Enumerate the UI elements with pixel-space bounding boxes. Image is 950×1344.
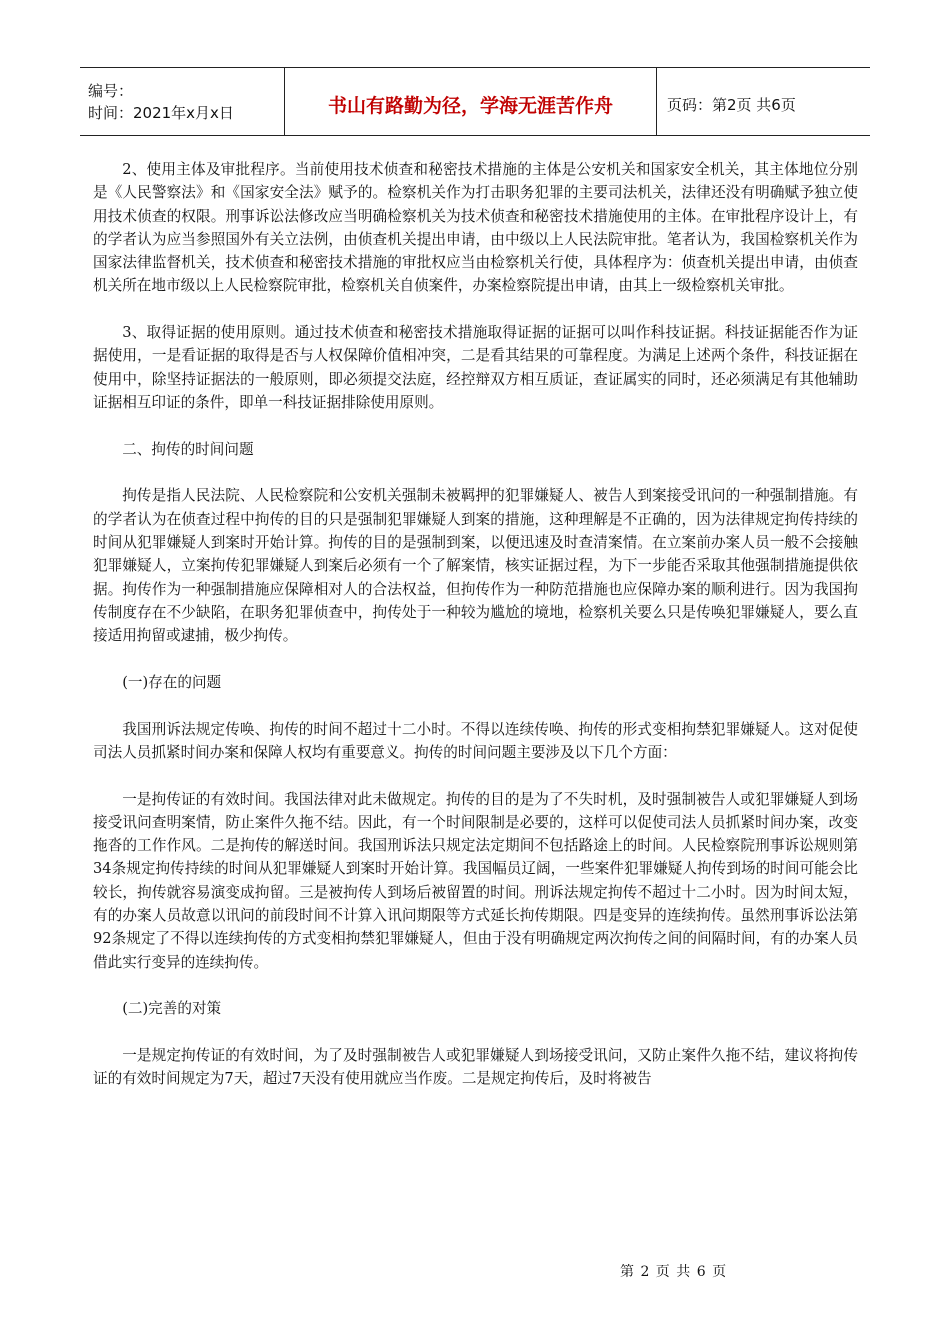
paragraph-measures: 一是规定拘传证的有效时间，为了及时强制被告人或犯罪嫌疑人到场接受讯问，又防止案件久拖不结，建议将拘传证的有效时间规定为7天，超过7天没有使用就应当作废。二是规定拘传后，及时将被告 <box>93 1047 858 1088</box>
paragraph-problem-list: 一是拘传证的有效时间。我国法律对此未做规定。拘传的目的是为了不失时机，及时强制被告人或犯罪嫌疑人到场接受讯问查明案情，防止案件久拖不结。因此，有一个时间限制是必要的，这样可以促使司法人员抓紧时间办案，改变拖沓的工作作风。二是拘传的解送时间。我国刑诉法只规定法定期间不包括路途上的时间。人民检察院刑事诉讼规则第34条规定拘传持续的时间从犯罪嫌疑人到案时开始计算。我国幅员辽阔，一些案件犯罪嫌疑人拘传到场的时间可能会比较长，拘传就容易演变成拘留。三是被拘传人到场后被留置的时间。刑诉法规定拘传不超过十二小时。因为时间太短，有的办案人员故意以讯问的前段时间不计算入讯问期限等方式延长拘传期限。四是变异的连续拘传。虽然刑事诉讼法第92条规定了不得以连续拘传的方式变相拘禁犯罪嫌疑人，但由于没有明确规定两次拘传之间的间隔时间，有的办案人员借此实行变异的连续拘传。 <box>93 790 858 971</box>
document-time-label: 时间：2021年x月x日 <box>88 103 234 122</box>
page-header <box>80 67 870 136</box>
page-info-text: 页码：第2页 共6页 <box>667 96 796 114</box>
section-heading-detention-time: 二、拘传的时间问题 <box>122 440 254 458</box>
document-body <box>93 158 858 1114</box>
paragraph-law-provisions: 我国刑诉法规定传唤、拘传的时间不超过十二小时。不得以连续传唤、拘传的形式变相拘禁犯罪嫌疑人。这对促使司法人员抓紧时间办案和保障人权均有重要意义。拘传的时间问题主要涉及以下几个方面： <box>93 720 858 761</box>
paragraph-detention-definition: 拘传是指人民法院、人民检察院和公安机关强制未被羁押的犯罪嫌疑人、被告人到案接受讯问的一种强制措施。有的学者认为在侦查过程中拘传的目的只是强制犯罪嫌疑人到案的措施，这种理解是不正确的，因为法律规定拘传持续的时间从犯罪嫌疑人到案时开始计算。拘传的目的是强制到案，以便迅速及时查清案情。在立案前办案人员一般不会接触犯罪嫌疑人，立案拘传犯罪嫌疑人到案后必须有一个了解案情，核实证据过程，为下一步能否采取其他强制措施提供依据。拘传作为一种强制措施应保障相对人的合法权益，但拘传作为一种防范措施也应保障办案的顺利进行。因为我国拘传制度存在不少缺陷，在职务犯罪侦查中，拘传处于一种较为尴尬的境地，检察机关要么只是传唤犯罪嫌疑人，要么直接适用拘留或逮捕，极少拘传。 <box>93 487 858 645</box>
page-footer: 第 2 页 共 6 页 <box>620 1264 728 1280</box>
header-page-info <box>657 68 870 135</box>
header-meta <box>80 68 285 135</box>
header-motto <box>285 68 657 135</box>
paragraph-subject-approval: 2、使用主体及审批程序。当前使用技术侦查和秘密技术措施的主体是公安机关和国家安全机关，其主体地位分别是《人民警察法》和《国家安全法》赋予的。检察机关作为打击职务犯罪的主要司法机关，法律还没有明确赋予独立使用技术侦查的权限。刑事诉讼法修改应当明确检察机关为技术侦查和秘密技术措施使用的主体。在审批程序设计上，有的学者认为应当参照国外有关立法例，由侦查机关提出申请，由中级以上人民法院审批。笔者认为，我国检察机关作为国家法律监督机关，技术侦查和秘密技术措施的审批权应当由检察机关行使，具体程序为：侦查机关提出申请，由侦查机关所在地市级以上人民检察院审批，检察机关自侦案件，办案检察院提出申请，由其上一级检察机关审批。 <box>93 161 858 295</box>
paragraph-evidence-principle: 3、取得证据的使用原则。通过技术侦查和秘密技术措施取得证据的证据可以叫作科技证据。科技证据能否作为证据使用，一是看证据的取得是否与人权保障价值相冲突，二是看其结果的可靠程度。为满足上述两个条件，科技证据在使用中，除坚持证据法的一般原则，即必须提交法庭，经控辩双方相互质证，查证属实的同时，还必须满足有其他辅助证据相互印证的条件，即单一科技证据排除使用原则。 <box>93 324 858 412</box>
subheading-existing-problems: (一)存在的问题 <box>122 673 222 691</box>
document-number-label: 编号： <box>88 81 134 100</box>
motto-text: 书山有路勤为径，学海无涯苦作舟 <box>327 95 613 117</box>
subheading-improvement-measures: (二)完善的对策 <box>122 1000 222 1018</box>
